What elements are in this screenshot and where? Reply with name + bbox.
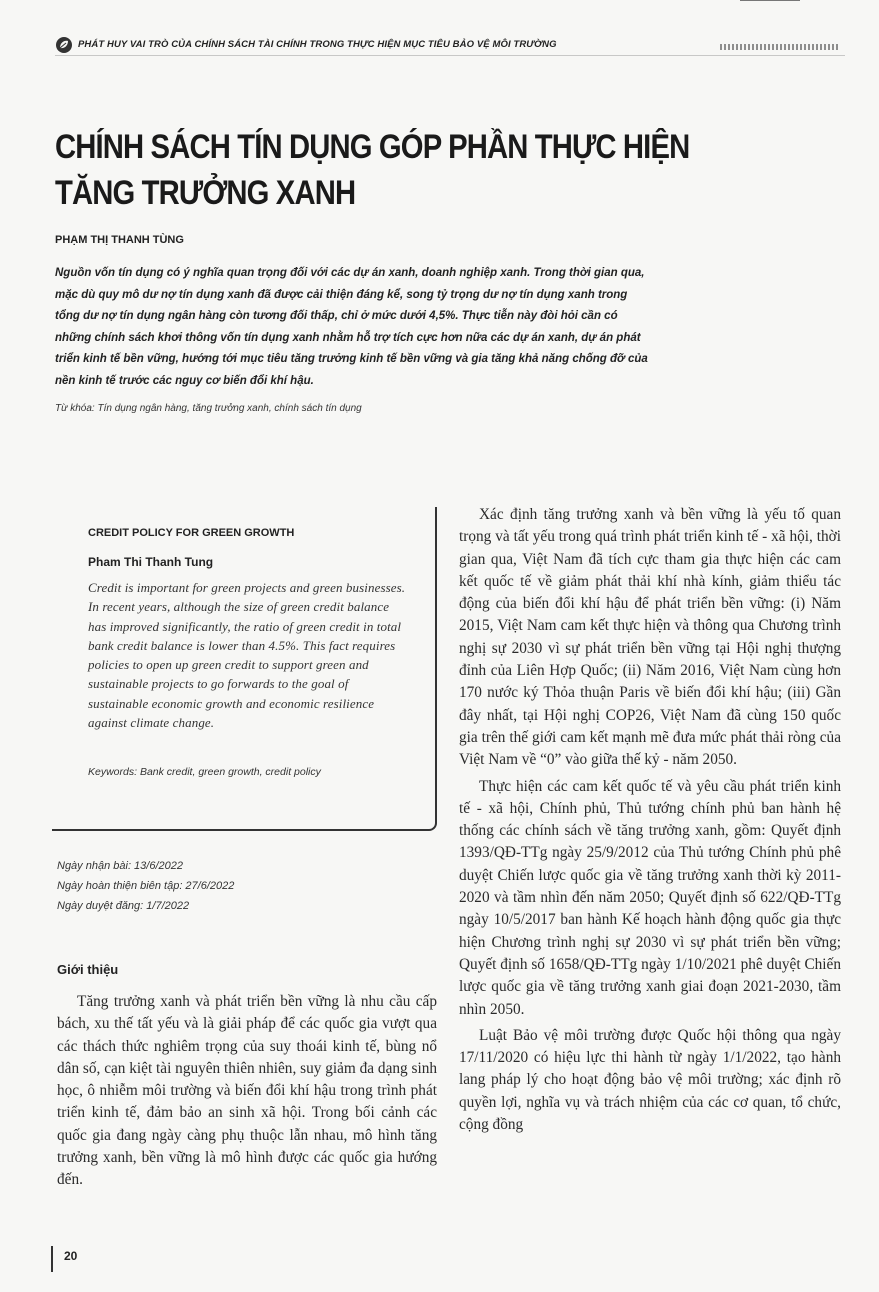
article-title xyxy=(55,124,690,216)
body-paragraph-2: Thực hiện các cam kết quốc tế và yêu cầu phát triển kinh tế - xã hội, Chính phủ, Thủ tướng chính phủ ban hành hệ thống các chính sách về tăng trưởng xanh, gồm: Quyết định 1393/QĐ-TTg ngày 25/9/2012 của Thủ tướng Chính phủ phê duyệt Chiến lược quốc gia về tăng trưởng xanh thời kỳ 2011- 2020 và tầm nhìn đến năm 2050; Quyết định số 622/QĐ-TTg ngày 10/5/2017 ban hành Kế hoạch hành động quốc gia thực hiện Chương trình nghị sự 2030 vì sự phát triển bền vững; Quyết định số 1658/QĐ-TTg ngày 1/10/2021 phê duyệt Chiến lược quốc gia về tăng trưởng xanh giai đoạn 2021-2030, tầm nhìn 2050. xyxy=(459,777,841,1018)
leaf-emblem-icon xyxy=(55,36,73,54)
title-line-2: TĂNG TRƯỞNG XANH xyxy=(55,174,356,212)
article-author: PHẠM THỊ THANH TÙNG xyxy=(55,234,184,246)
english-keywords-label: Keywords: xyxy=(88,766,138,778)
keywords-label: Từ khóa: xyxy=(55,403,95,414)
section-heading-intro: Giới thiệu xyxy=(57,962,119,977)
keywords-vietnamese xyxy=(55,403,655,414)
body-paragraph-3: Luật Bảo vệ môi trường được Quốc hội thông qua ngày 17/11/2020 có hiệu lực thi hành từ ngày 1/1/2022, tạo hành lang pháp lý cho hoạt động bảo vệ môi trường; xác định rõ quyền lợi, nghĩa vụ và trách nhiệm của các cơ quan, tổ chức, cộng đồng xyxy=(459,1026,841,1134)
english-keywords xyxy=(88,766,418,778)
right-column-body xyxy=(459,504,841,1140)
header-dotted-rule xyxy=(720,44,840,50)
date-accepted: Ngày duyệt đăng: 1/7/2022 xyxy=(57,900,190,912)
footer-rule xyxy=(51,1246,53,1272)
keywords-text: Tín dụng ngân hàng, tăng trưởng xanh, chính sách tín dụng xyxy=(97,403,362,414)
date-received: Ngày nhận bài: 13/6/2022 xyxy=(57,860,183,872)
header-divider xyxy=(55,55,845,56)
body-paragraph-1: Xác định tăng trưởng xanh và bền vững là yếu tố quan trọng và tất yếu trong quá trình phát triển kinh tế - xã hội, thời gian qua, Việt Nam đã tích cực tham gia thực hiện các cam kết quốc tế về giảm phát thải khí nhà kính, giảm thiểu tác động của biến đổi khí hậu để phát triển bền vững: (i) Năm 2015, Việt Nam cam kết thực hiện và thông qua Chương trình nghị sự 2030 vì sự phát triển bền vững tại Hội nghị thượng đỉnh của Liên Hợp Quốc; (ii) Năm 2016, Việt Nam cùng hơn 170 nước ký Thỏa thuận Paris về biến đổi khí hậu; (iii) Gần đây nhất, tại Hội nghị COP26, Việt Nam đã cùng 150 quốc gia trên thế giới cam kết mạnh mẽ đưa mức phát thải ròng của Việt Nam về “0” vào giữa thế kỷ - năm 2050. xyxy=(459,506,841,769)
intro-body xyxy=(57,991,437,1192)
publication-dates xyxy=(57,856,317,916)
english-author: Pham Thi Thanh Tung xyxy=(88,555,214,569)
running-header: PHÁT HUY VAI TRÒ CỦA CHÍNH SÁCH TÀI CHÍNH TRONG THỰC HIỆN MỤC TIÊU BẢO VỆ MÔI TRƯỜNG xyxy=(78,39,557,50)
page-number: 20 xyxy=(64,1249,78,1263)
intro-paragraph: Tăng trưởng xanh và phát triển bền vững là nhu cầu cấp bách, xu thế tất yếu và là giải pháp để các quốc gia vượt qua các thách thức nghiêm trọng của suy thoái kinh tế, bùng nổ dân số, cạn kiệt tài nguyên thiên nhiên, suy giảm đa dạng sinh học, ô nhiễm môi trường và biến đổi khí hậu trong trình phát triển kinh tế, đảm bảo an sinh xã hội. Trong bối cảnh các quốc gia đang ngày càng phụ thuộc lẫn nhau, mô hình tăng trưởng xanh, bền vững là mô hình được các quốc gia hướng đến. xyxy=(57,993,437,1189)
english-keywords-text: Bank credit, green growth, credit policy xyxy=(139,766,321,778)
top-edge-rule xyxy=(740,0,800,1)
abstract-vietnamese: Nguồn vốn tín dụng có ý nghĩa quan trọng đối với các dự án xanh, doanh nghiệp xanh. Trong thời gian qua, mặc dù quy mô dư nợ tín dụng xanh đã được cải thiện đáng kể, song tỷ trọng dư nợ tín dụng xanh trong tổng dư nợ tín dụng ngân hàng còn tương đối thấp, chỉ ở mức dưới 4,5%. Thực tiễn này đòi hỏi cần có những chính sách khơi thông vốn tín dụng xanh nhằm hỗ trợ tích cực hơn nữa các dự án xanh, dự án phát triển kinh tế bền vững, hướng tới mục tiêu tăng trưởng kinh tế bền vững và gia tăng khả năng chống đỡ của nền kinh tế trước các nguy cơ biến đổi khí hậu. xyxy=(55,267,648,387)
english-title: CREDIT POLICY FOR GREEN GROWTH xyxy=(88,527,295,539)
english-abstract: Credit is important for green projects and green businesses. In recent years, although the size of green credit balance has improved significantly, the ratio of green credit in total bank credit balance is lower than 4.5%. This fact requires policies to open up green credit to support green and sustainable projects to go forwards to the goal of sustainable economic growth and economic resilience against climate change. xyxy=(88,580,406,731)
title-line-1: CHÍNH SÁCH TÍN DỤNG GÓP PHẦN THỰC HIỆN xyxy=(55,128,690,166)
date-revised: Ngày hoàn thiện biên tập: 27/6/2022 xyxy=(57,880,235,892)
